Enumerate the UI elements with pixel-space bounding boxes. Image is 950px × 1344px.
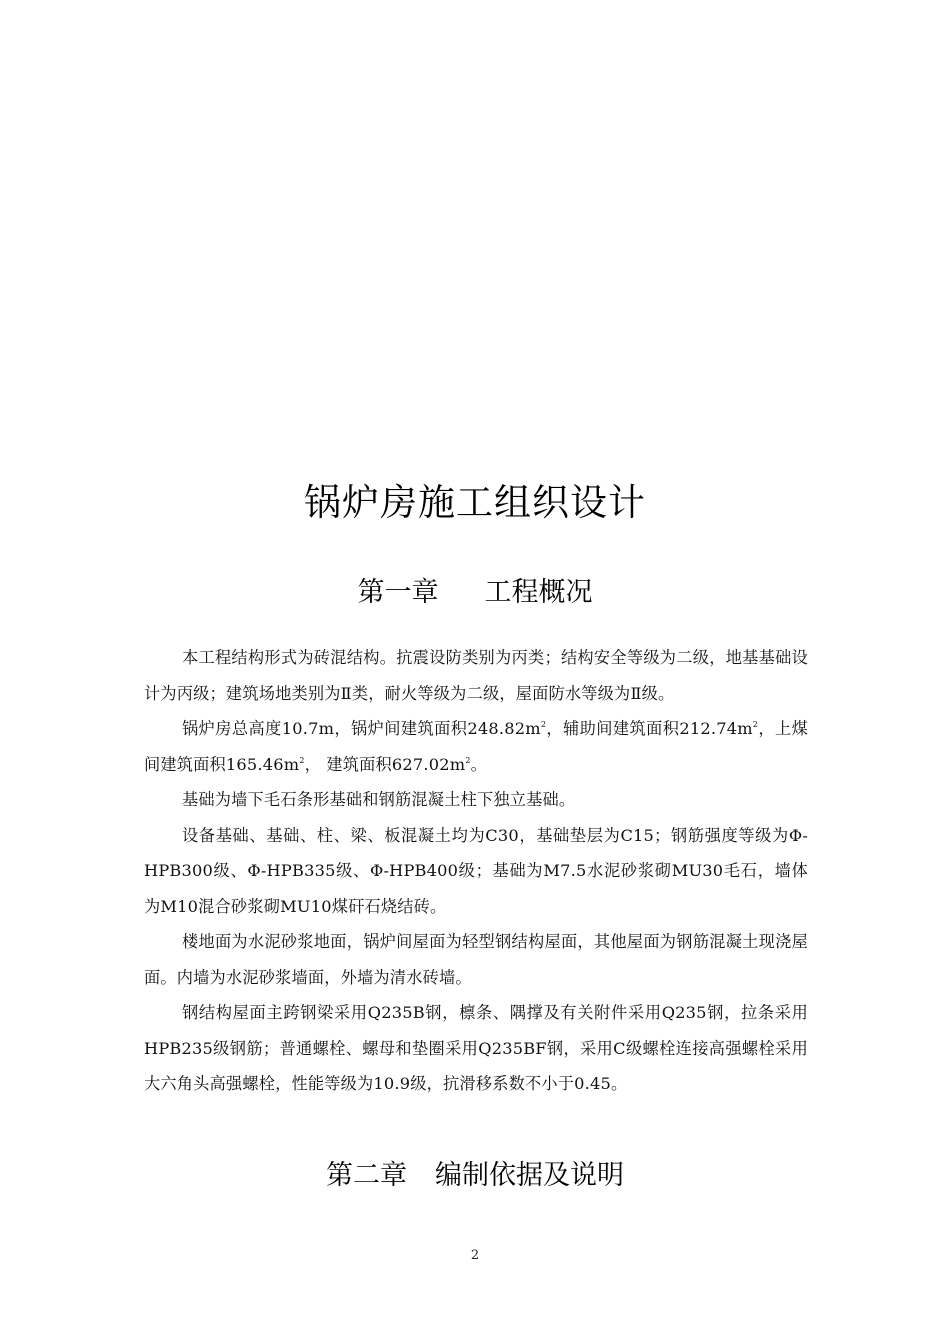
paragraph-foundation: 基础为墙下毛石条形基础和钢筋混凝土柱下独立基础。: [182, 790, 576, 809]
paragraph-finishes: 楼地面为水泥砂浆地面，锅炉间屋面为轻型钢结构屋面，其他屋面为钢筋混凝土现浇屋面。内墙为水泥砂浆墙面，外墙为清水砖墙。: [144, 932, 808, 987]
chapter-2-heading: [0, 1153, 950, 1192]
paragraph-structure: 本工程结构形式为砖混结构。抗震设防类别为丙类；结构安全等级为二级，地基基础设计为丙级；建筑场地类别为Ⅱ类，耐火等级为二级，屋面防水等级为Ⅱ级。: [144, 648, 808, 703]
page-number: 2: [470, 1248, 480, 1263]
paragraph-steel-structure: 钢结构屋面主跨钢梁采用Q235B钢，檩条、隅撑及有关附件采用Q235钢，拉条采用HPB235级钢筋；普通螺栓、螺母和垫圈采用Q235BF钢，采用C级螺栓连接高强螺栓采用大六角头高强螺栓，性能等级为10.9级，抗滑移系数不小于0.45。: [144, 1003, 808, 1093]
paragraph-areas: 锅炉房总高度10.7m，锅炉间建筑面积$248.82m^2$，辅助间建筑面积$212.74m^2$，上煤间建筑面积$165.46m^2$， 建筑面积$627.02m^2$。: [144, 719, 808, 774]
chapter-1-heading: [0, 570, 950, 609]
chapter-1-name: 工程概况: [484, 577, 593, 608]
document-title: 锅炉房施工组织设计: [304, 481, 646, 524]
chapter-1-body: [144, 640, 808, 1102]
paragraph-materials: 设备基础、基础、柱、梁、板混凝土均为C30，基础垫层为C15；钢筋强度等级为Φ-HPB300级、Φ-HPB335级、Φ-HPB400级；基础为M7.5水泥砂浆砌MU30毛石，墙体为M10混合砂浆砌MU10煤矸石烧结砖。: [144, 825, 808, 916]
chapter-1-number: 第一章: [357, 577, 439, 608]
chapter-2-number: 第二章: [326, 1160, 407, 1191]
chapter-2-name: 编制依据及说明: [435, 1160, 624, 1191]
